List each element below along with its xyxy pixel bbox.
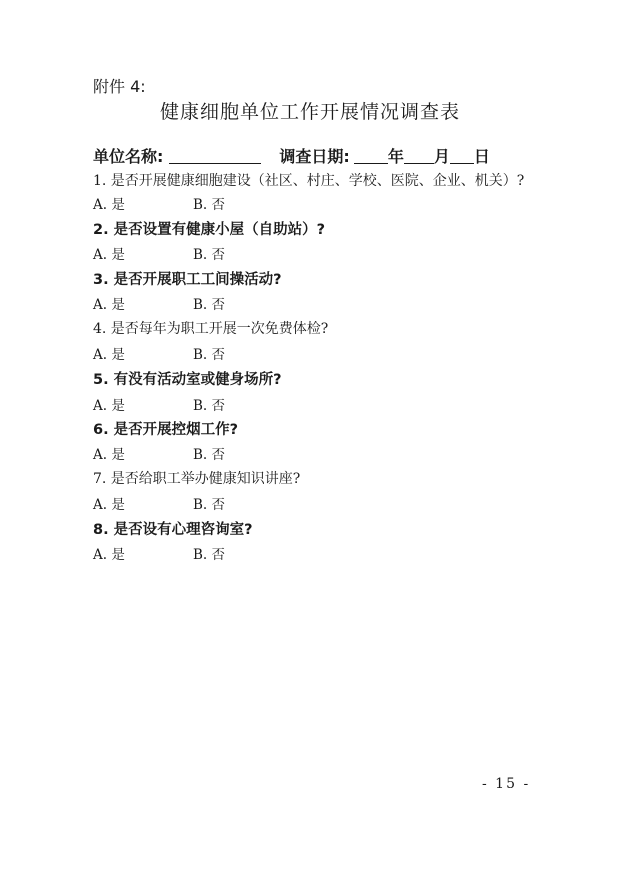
question-4-option-b[interactable]: B. 否 [193, 347, 226, 363]
form-title: 健康细胞单位工作开展情况调查表 [159, 101, 460, 123]
month-label: 月 [433, 147, 450, 166]
question-2-option-a[interactable]: A. 是 [93, 247, 125, 263]
question-1: 1. 是否开展健康细胞建设（社区、村庄、学校、医院、企业、机关）? [93, 173, 525, 189]
question-4-option-a[interactable]: A. 是 [93, 347, 125, 363]
question-1-option-a[interactable]: A. 是 [93, 197, 125, 213]
question-5-option-a[interactable]: A. 是 [93, 398, 125, 414]
question-8-option-a[interactable]: A. 是 [93, 547, 125, 563]
year-label: 年 [387, 147, 404, 166]
question-8: 8. 是否设有心理咨询室? [93, 522, 253, 538]
question-6-option-b[interactable]: B. 否 [193, 447, 226, 463]
question-3-option-b[interactable]: B. 否 [193, 297, 226, 313]
question-5: 5. 有没有活动室或健身场所? [93, 372, 282, 388]
question-6: 6. 是否开展控烟工作? [93, 422, 239, 438]
attachment-label: 附件 4: [93, 77, 146, 96]
question-8-option-b[interactable]: B. 否 [193, 547, 226, 563]
question-5-option-b[interactable]: B. 否 [193, 398, 226, 414]
survey-date-label: 调查日期: [279, 147, 350, 166]
question-7-option-a[interactable]: A. 是 [93, 497, 125, 513]
unit-name-label: 单位名称: [93, 147, 164, 166]
question-4: 4. 是否每年为职工开展一次免费体检? [93, 321, 329, 337]
unit-name-blank[interactable] [169, 147, 261, 164]
year-blank[interactable] [354, 147, 388, 164]
question-2-option-b[interactable]: B. 否 [193, 247, 226, 263]
form-info-line [93, 144, 490, 167]
day-blank[interactable] [450, 147, 474, 164]
question-2: 2. 是否设置有健康小屋（自助站）? [93, 222, 326, 238]
day-label: 日 [473, 147, 490, 166]
question-6-option-a[interactable]: A. 是 [93, 447, 125, 463]
month-blank[interactable] [404, 147, 434, 164]
question-3: 3. 是否开展职工工间操活动? [93, 272, 282, 288]
question-1-option-b[interactable]: B. 否 [193, 197, 226, 213]
question-7: 7. 是否给职工举办健康知识讲座? [93, 471, 301, 487]
question-7-option-b[interactable]: B. 否 [193, 497, 226, 513]
question-3-option-a[interactable]: A. 是 [93, 297, 125, 313]
page-number: - 15 - [482, 776, 531, 792]
